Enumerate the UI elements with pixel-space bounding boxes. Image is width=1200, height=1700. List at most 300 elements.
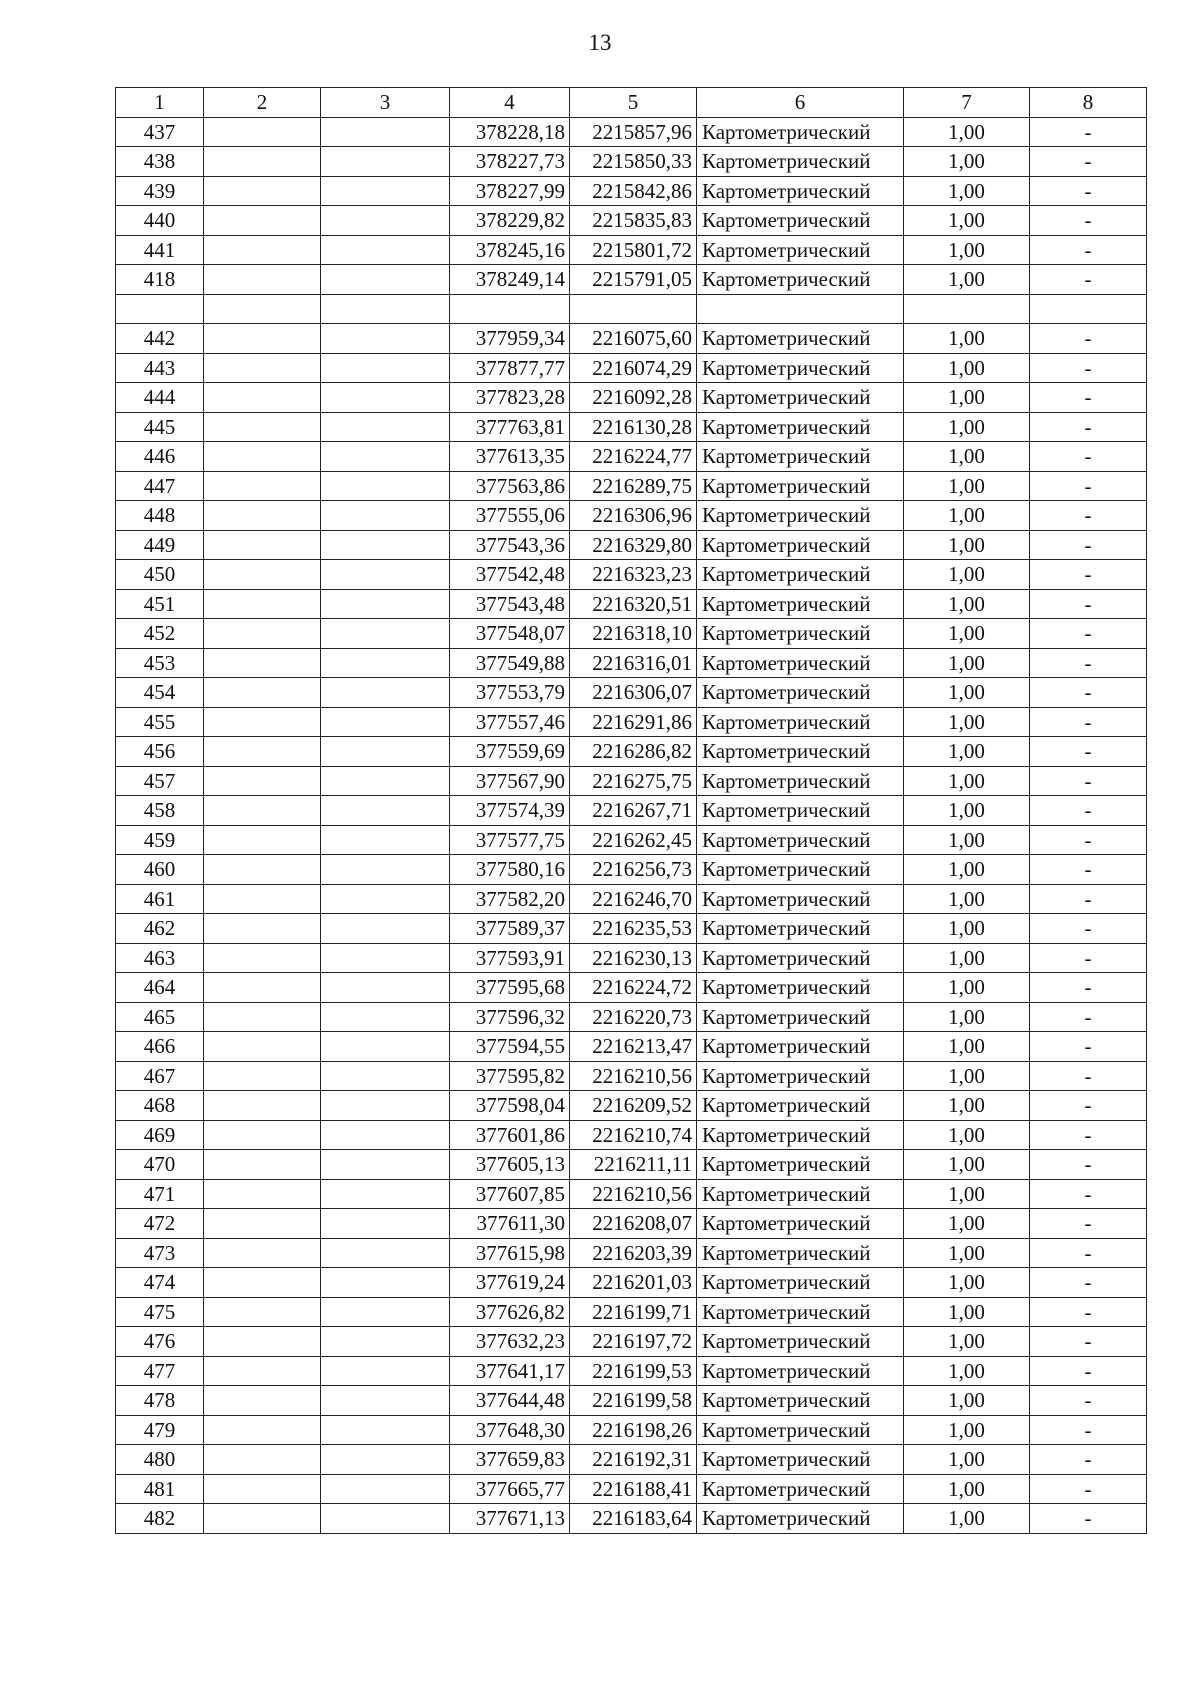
cell-y-coordinate: 2216199,71	[570, 1297, 697, 1327]
cell-col-3	[321, 943, 450, 973]
cell-col-8: -	[1030, 766, 1147, 796]
cell-col-8: -	[1030, 1091, 1147, 1121]
cell-col-8: -	[1030, 737, 1147, 767]
cell-method: Картометрический	[697, 1061, 904, 1091]
table-row	[116, 1150, 1147, 1180]
cell-col-3	[321, 1445, 450, 1475]
cell-method: Картометрический	[697, 530, 904, 560]
cell-x-coordinate: 377823,28	[450, 383, 570, 413]
cell-accuracy: 1,00	[904, 442, 1030, 472]
cell-col-2	[204, 855, 321, 885]
cell-col-3	[321, 442, 450, 472]
cell-accuracy: 1,00	[904, 1445, 1030, 1475]
cell-method: Картометрический	[697, 1209, 904, 1239]
cell-accuracy: 1,00	[904, 412, 1030, 442]
cell-method: Картометрический	[697, 442, 904, 472]
cell-col-3	[321, 855, 450, 885]
cell-x-coordinate: 377589,37	[450, 914, 570, 944]
cell-method: Картометрический	[697, 1091, 904, 1121]
table-row	[116, 353, 1147, 383]
cell-col-8: -	[1030, 147, 1147, 177]
cell-method: Картометрический	[697, 1504, 904, 1534]
cell-accuracy: 1,00	[904, 117, 1030, 147]
cell-accuracy: 1,00	[904, 530, 1030, 560]
cell-col-8: -	[1030, 530, 1147, 560]
cell-method: Картометрический	[697, 501, 904, 531]
cell-col-2	[204, 973, 321, 1003]
table-row	[116, 1002, 1147, 1032]
cell-x-coordinate: 377665,77	[450, 1474, 570, 1504]
cell-col-2	[204, 1327, 321, 1357]
cell-point-number: 449	[116, 530, 204, 560]
table-row	[116, 589, 1147, 619]
cell-accuracy: 1,00	[904, 235, 1030, 265]
cell-y-coordinate: 2216316,01	[570, 648, 697, 678]
cell-accuracy: 1,00	[904, 147, 1030, 177]
cell-method: Картометрический	[697, 1356, 904, 1386]
cell-col-3	[321, 530, 450, 560]
cell-col-3	[321, 471, 450, 501]
cell-y-coordinate: 2216323,23	[570, 560, 697, 590]
cell-method: Картометрический	[697, 796, 904, 826]
cell-accuracy: 1,00	[904, 1238, 1030, 1268]
cell-point-number: 475	[116, 1297, 204, 1327]
table-row	[116, 1386, 1147, 1416]
cell-x-coordinate: 377671,13	[450, 1504, 570, 1534]
cell-x-coordinate: 377577,75	[450, 825, 570, 855]
cell-y-coordinate: 2216199,53	[570, 1356, 697, 1386]
table-row	[116, 1415, 1147, 1445]
cell-col-2	[204, 471, 321, 501]
cell-x-coordinate: 377593,91	[450, 943, 570, 973]
cell-y-coordinate: 2216208,07	[570, 1209, 697, 1239]
cell-col-3	[321, 412, 450, 442]
cell-col-2	[204, 1032, 321, 1062]
cell-accuracy: 1,00	[904, 825, 1030, 855]
cell-col-2	[204, 1238, 321, 1268]
cell-y-coordinate	[570, 294, 697, 324]
cell-y-coordinate: 2216183,64	[570, 1504, 697, 1534]
cell-y-coordinate: 2216230,13	[570, 943, 697, 973]
cell-point-number: 446	[116, 442, 204, 472]
cell-col-8	[1030, 294, 1147, 324]
cell-col-3	[321, 737, 450, 767]
cell-method: Картометрический	[697, 1445, 904, 1475]
cell-col-3	[321, 294, 450, 324]
cell-col-3	[321, 1150, 450, 1180]
cell-col-2	[204, 1179, 321, 1209]
cell-accuracy: 1,00	[904, 648, 1030, 678]
cell-accuracy: 1,00	[904, 884, 1030, 914]
cell-col-8: -	[1030, 353, 1147, 383]
cell-point-number: 445	[116, 412, 204, 442]
cell-col-8: -	[1030, 825, 1147, 855]
table-row	[116, 1297, 1147, 1327]
cell-y-coordinate: 2216329,80	[570, 530, 697, 560]
cell-point-number: 456	[116, 737, 204, 767]
cell-col-8: -	[1030, 265, 1147, 295]
cell-col-2	[204, 1061, 321, 1091]
cell-accuracy: 1,00	[904, 766, 1030, 796]
cell-point-number: 467	[116, 1061, 204, 1091]
cell-x-coordinate: 377548,07	[450, 619, 570, 649]
cell-col-3	[321, 1002, 450, 1032]
table-row	[116, 412, 1147, 442]
cell-point-number: 474	[116, 1268, 204, 1298]
cell-col-8: -	[1030, 973, 1147, 1003]
cell-col-3	[321, 1209, 450, 1239]
cell-col-3	[321, 353, 450, 383]
cell-point-number: 460	[116, 855, 204, 885]
table-row	[116, 324, 1147, 354]
table-row	[116, 796, 1147, 826]
cell-y-coordinate: 2216306,96	[570, 501, 697, 531]
cell-col-2	[204, 442, 321, 472]
table-row	[116, 855, 1147, 885]
cell-col-8: -	[1030, 796, 1147, 826]
cell-col-3	[321, 1238, 450, 1268]
cell-accuracy: 1,00	[904, 353, 1030, 383]
cell-y-coordinate: 2215791,05	[570, 265, 697, 295]
cell-x-coordinate: 377542,48	[450, 560, 570, 590]
table-row	[116, 943, 1147, 973]
column-header-6: 6	[697, 88, 904, 118]
cell-point-number: 440	[116, 206, 204, 236]
cell-col-2	[204, 1150, 321, 1180]
cell-accuracy: 1,00	[904, 501, 1030, 531]
cell-y-coordinate: 2216074,29	[570, 353, 697, 383]
cell-col-8: -	[1030, 884, 1147, 914]
cell-col-2	[204, 412, 321, 442]
cell-col-2	[204, 884, 321, 914]
cell-col-3	[321, 117, 450, 147]
cell-x-coordinate: 377553,79	[450, 678, 570, 708]
cell-y-coordinate: 2216224,72	[570, 973, 697, 1003]
table-row	[116, 1356, 1147, 1386]
cell-x-coordinate: 377644,48	[450, 1386, 570, 1416]
table-row	[116, 383, 1147, 413]
cell-accuracy: 1,00	[904, 707, 1030, 737]
cell-x-coordinate: 377595,68	[450, 973, 570, 1003]
cell-y-coordinate: 2216220,73	[570, 1002, 697, 1032]
cell-col-3	[321, 766, 450, 796]
cell-point-number: 481	[116, 1474, 204, 1504]
cell-point-number: 447	[116, 471, 204, 501]
cell-x-coordinate: 377595,82	[450, 1061, 570, 1091]
cell-col-3	[321, 1297, 450, 1327]
cell-method: Картометрический	[697, 206, 904, 236]
table-row	[116, 442, 1147, 472]
cell-method	[697, 294, 904, 324]
cell-x-coordinate: 377607,85	[450, 1179, 570, 1209]
cell-accuracy: 1,00	[904, 1474, 1030, 1504]
cell-x-coordinate: 377659,83	[450, 1445, 570, 1475]
cell-col-8: -	[1030, 1445, 1147, 1475]
cell-x-coordinate: 377596,32	[450, 1002, 570, 1032]
cell-accuracy: 1,00	[904, 1327, 1030, 1357]
cell-point-number: 459	[116, 825, 204, 855]
cell-x-coordinate: 377559,69	[450, 737, 570, 767]
cell-y-coordinate: 2216267,71	[570, 796, 697, 826]
cell-x-coordinate: 377615,98	[450, 1238, 570, 1268]
cell-method: Картометрический	[697, 678, 904, 708]
cell-col-8: -	[1030, 914, 1147, 944]
cell-method: Картометрический	[697, 1120, 904, 1150]
cell-y-coordinate: 2216246,70	[570, 884, 697, 914]
table-row	[116, 1120, 1147, 1150]
cell-y-coordinate: 2216130,28	[570, 412, 697, 442]
cell-col-8: -	[1030, 1238, 1147, 1268]
cell-accuracy: 1,00	[904, 206, 1030, 236]
cell-point-number: 472	[116, 1209, 204, 1239]
column-header-8: 8	[1030, 88, 1147, 118]
cell-y-coordinate: 2216210,56	[570, 1061, 697, 1091]
cell-col-2	[204, 206, 321, 236]
cell-method: Картометрический	[697, 1179, 904, 1209]
cell-col-3	[321, 560, 450, 590]
table-row	[116, 117, 1147, 147]
cell-accuracy: 1,00	[904, 737, 1030, 767]
cell-method: Картометрический	[697, 1474, 904, 1504]
cell-method: Картометрический	[697, 147, 904, 177]
cell-point-number: 443	[116, 353, 204, 383]
cell-col-2	[204, 1386, 321, 1416]
cell-col-3	[321, 383, 450, 413]
cell-accuracy: 1,00	[904, 1297, 1030, 1327]
cell-method: Картометрический	[697, 884, 904, 914]
cell-col-2	[204, 648, 321, 678]
cell-x-coordinate: 377563,86	[450, 471, 570, 501]
cell-col-3	[321, 206, 450, 236]
cell-point-number: 454	[116, 678, 204, 708]
cell-point-number: 464	[116, 973, 204, 1003]
cell-col-8: -	[1030, 707, 1147, 737]
table-row	[116, 825, 1147, 855]
cell-x-coordinate: 377641,17	[450, 1356, 570, 1386]
cell-y-coordinate: 2216235,53	[570, 914, 697, 944]
cell-x-coordinate: 377582,20	[450, 884, 570, 914]
cell-y-coordinate: 2216209,52	[570, 1091, 697, 1121]
cell-y-coordinate: 2216192,31	[570, 1445, 697, 1475]
cell-method: Картометрический	[697, 1386, 904, 1416]
cell-col-2	[204, 176, 321, 206]
table-row	[116, 206, 1147, 236]
cell-x-coordinate: 377598,04	[450, 1091, 570, 1121]
cell-col-2	[204, 796, 321, 826]
table-row	[116, 176, 1147, 206]
cell-col-3	[321, 1327, 450, 1357]
cell-y-coordinate: 2215842,86	[570, 176, 697, 206]
cell-method: Картометрический	[697, 383, 904, 413]
cell-x-coordinate: 377611,30	[450, 1209, 570, 1239]
cell-x-coordinate: 377567,90	[450, 766, 570, 796]
cell-accuracy: 1,00	[904, 855, 1030, 885]
cell-col-3	[321, 1268, 450, 1298]
cell-method: Картометрический	[697, 707, 904, 737]
cell-method: Картометрический	[697, 353, 904, 383]
cell-col-3	[321, 884, 450, 914]
cell-point-number: 450	[116, 560, 204, 590]
cell-y-coordinate: 2216224,77	[570, 442, 697, 472]
cell-col-8: -	[1030, 1209, 1147, 1239]
cell-col-8: -	[1030, 117, 1147, 147]
cell-col-8: -	[1030, 1061, 1147, 1091]
cell-method: Картометрический	[697, 648, 904, 678]
table-row	[116, 1209, 1147, 1239]
cell-col-8: -	[1030, 324, 1147, 354]
table-row	[116, 235, 1147, 265]
cell-col-2	[204, 1268, 321, 1298]
cell-x-coordinate: 377549,88	[450, 648, 570, 678]
cell-point-number: 461	[116, 884, 204, 914]
cell-x-coordinate: 377557,46	[450, 707, 570, 737]
cell-point-number: 452	[116, 619, 204, 649]
cell-point-number: 457	[116, 766, 204, 796]
cell-x-coordinate: 377594,55	[450, 1032, 570, 1062]
cell-y-coordinate: 2216320,51	[570, 589, 697, 619]
cell-col-2	[204, 1002, 321, 1032]
cell-col-8: -	[1030, 1179, 1147, 1209]
cell-point-number: 476	[116, 1327, 204, 1357]
cell-accuracy: 1,00	[904, 471, 1030, 501]
cell-point-number: 451	[116, 589, 204, 619]
cell-col-8: -	[1030, 619, 1147, 649]
cell-x-coordinate: 377574,39	[450, 796, 570, 826]
cell-accuracy	[904, 294, 1030, 324]
cell-accuracy: 1,00	[904, 1179, 1030, 1209]
cell-col-3	[321, 1356, 450, 1386]
cell-x-coordinate: 377877,77	[450, 353, 570, 383]
cell-x-coordinate: 377763,81	[450, 412, 570, 442]
cell-x-coordinate: 377543,48	[450, 589, 570, 619]
cell-y-coordinate: 2216318,10	[570, 619, 697, 649]
cell-y-coordinate: 2216262,45	[570, 825, 697, 855]
cell-method: Картометрический	[697, 1297, 904, 1327]
cell-method: Картометрический	[697, 855, 904, 885]
cell-col-3	[321, 1386, 450, 1416]
cell-point-number: 418	[116, 265, 204, 295]
cell-point-number: 466	[116, 1032, 204, 1062]
cell-col-3	[321, 501, 450, 531]
cell-accuracy: 1,00	[904, 324, 1030, 354]
cell-col-3	[321, 1415, 450, 1445]
cell-col-3	[321, 707, 450, 737]
cell-col-8: -	[1030, 1032, 1147, 1062]
cell-y-coordinate: 2216197,72	[570, 1327, 697, 1357]
cell-method: Картометрический	[697, 324, 904, 354]
cell-x-coordinate: 377605,13	[450, 1150, 570, 1180]
cell-accuracy: 1,00	[904, 1415, 1030, 1445]
cell-col-2	[204, 707, 321, 737]
cell-accuracy: 1,00	[904, 914, 1030, 944]
table-row	[116, 707, 1147, 737]
cell-col-3	[321, 176, 450, 206]
cell-col-2	[204, 147, 321, 177]
cell-y-coordinate: 2216201,03	[570, 1268, 697, 1298]
cell-method: Картометрический	[697, 1032, 904, 1062]
cell-y-coordinate: 2216203,39	[570, 1238, 697, 1268]
cell-col-3	[321, 914, 450, 944]
cell-accuracy: 1,00	[904, 1061, 1030, 1091]
cell-col-2	[204, 353, 321, 383]
cell-col-8: -	[1030, 678, 1147, 708]
cell-x-coordinate: 377619,24	[450, 1268, 570, 1298]
cell-col-8: -	[1030, 589, 1147, 619]
column-header-2: 2	[204, 88, 321, 118]
cell-col-2	[204, 235, 321, 265]
cell-y-coordinate: 2216092,28	[570, 383, 697, 413]
cell-col-2	[204, 1504, 321, 1534]
cell-col-2	[204, 324, 321, 354]
cell-x-coordinate: 377959,34	[450, 324, 570, 354]
cell-accuracy: 1,00	[904, 1386, 1030, 1416]
table-row	[116, 1061, 1147, 1091]
cell-col-3	[321, 678, 450, 708]
cell-point-number: 441	[116, 235, 204, 265]
cell-col-2	[204, 1297, 321, 1327]
cell-method: Картометрический	[697, 1150, 904, 1180]
cell-accuracy: 1,00	[904, 560, 1030, 590]
cell-col-8: -	[1030, 1474, 1147, 1504]
cell-col-2	[204, 1445, 321, 1475]
cell-y-coordinate: 2216275,75	[570, 766, 697, 796]
cell-y-coordinate: 2216286,82	[570, 737, 697, 767]
cell-y-coordinate: 2216199,58	[570, 1386, 697, 1416]
cell-method: Картометрический	[697, 1327, 904, 1357]
cell-x-coordinate: 378228,18	[450, 117, 570, 147]
cell-col-2	[204, 265, 321, 295]
table-row	[116, 914, 1147, 944]
cell-y-coordinate: 2216306,07	[570, 678, 697, 708]
cell-col-3	[321, 324, 450, 354]
cell-col-8: -	[1030, 1120, 1147, 1150]
cell-point-number: 480	[116, 1445, 204, 1475]
cell-x-coordinate: 377632,23	[450, 1327, 570, 1357]
table-row	[116, 973, 1147, 1003]
cell-method: Картометрический	[697, 265, 904, 295]
cell-method: Картометрический	[697, 766, 904, 796]
cell-point-number: 469	[116, 1120, 204, 1150]
cell-accuracy: 1,00	[904, 1150, 1030, 1180]
cell-point-number: 482	[116, 1504, 204, 1534]
cell-accuracy: 1,00	[904, 943, 1030, 973]
cell-accuracy: 1,00	[904, 1032, 1030, 1062]
cell-col-3	[321, 1474, 450, 1504]
cell-point-number	[116, 294, 204, 324]
cell-method: Картометрический	[697, 471, 904, 501]
cell-method: Картометрический	[697, 619, 904, 649]
cell-col-3	[321, 648, 450, 678]
cell-y-coordinate: 2216210,74	[570, 1120, 697, 1150]
cell-col-8: -	[1030, 943, 1147, 973]
table-row	[116, 737, 1147, 767]
cell-col-2	[204, 737, 321, 767]
cell-accuracy: 1,00	[904, 1091, 1030, 1121]
cell-col-2	[204, 678, 321, 708]
cell-col-3	[321, 619, 450, 649]
cell-accuracy: 1,00	[904, 1268, 1030, 1298]
cell-point-number: 448	[116, 501, 204, 531]
cell-point-number: 465	[116, 1002, 204, 1032]
cell-x-coordinate: 377626,82	[450, 1297, 570, 1327]
table-row	[116, 501, 1147, 531]
cell-accuracy: 1,00	[904, 1504, 1030, 1534]
cell-y-coordinate: 2216188,41	[570, 1474, 697, 1504]
table-row	[116, 1327, 1147, 1357]
cell-y-coordinate: 2216289,75	[570, 471, 697, 501]
cell-col-8: -	[1030, 1415, 1147, 1445]
cell-col-8: -	[1030, 412, 1147, 442]
